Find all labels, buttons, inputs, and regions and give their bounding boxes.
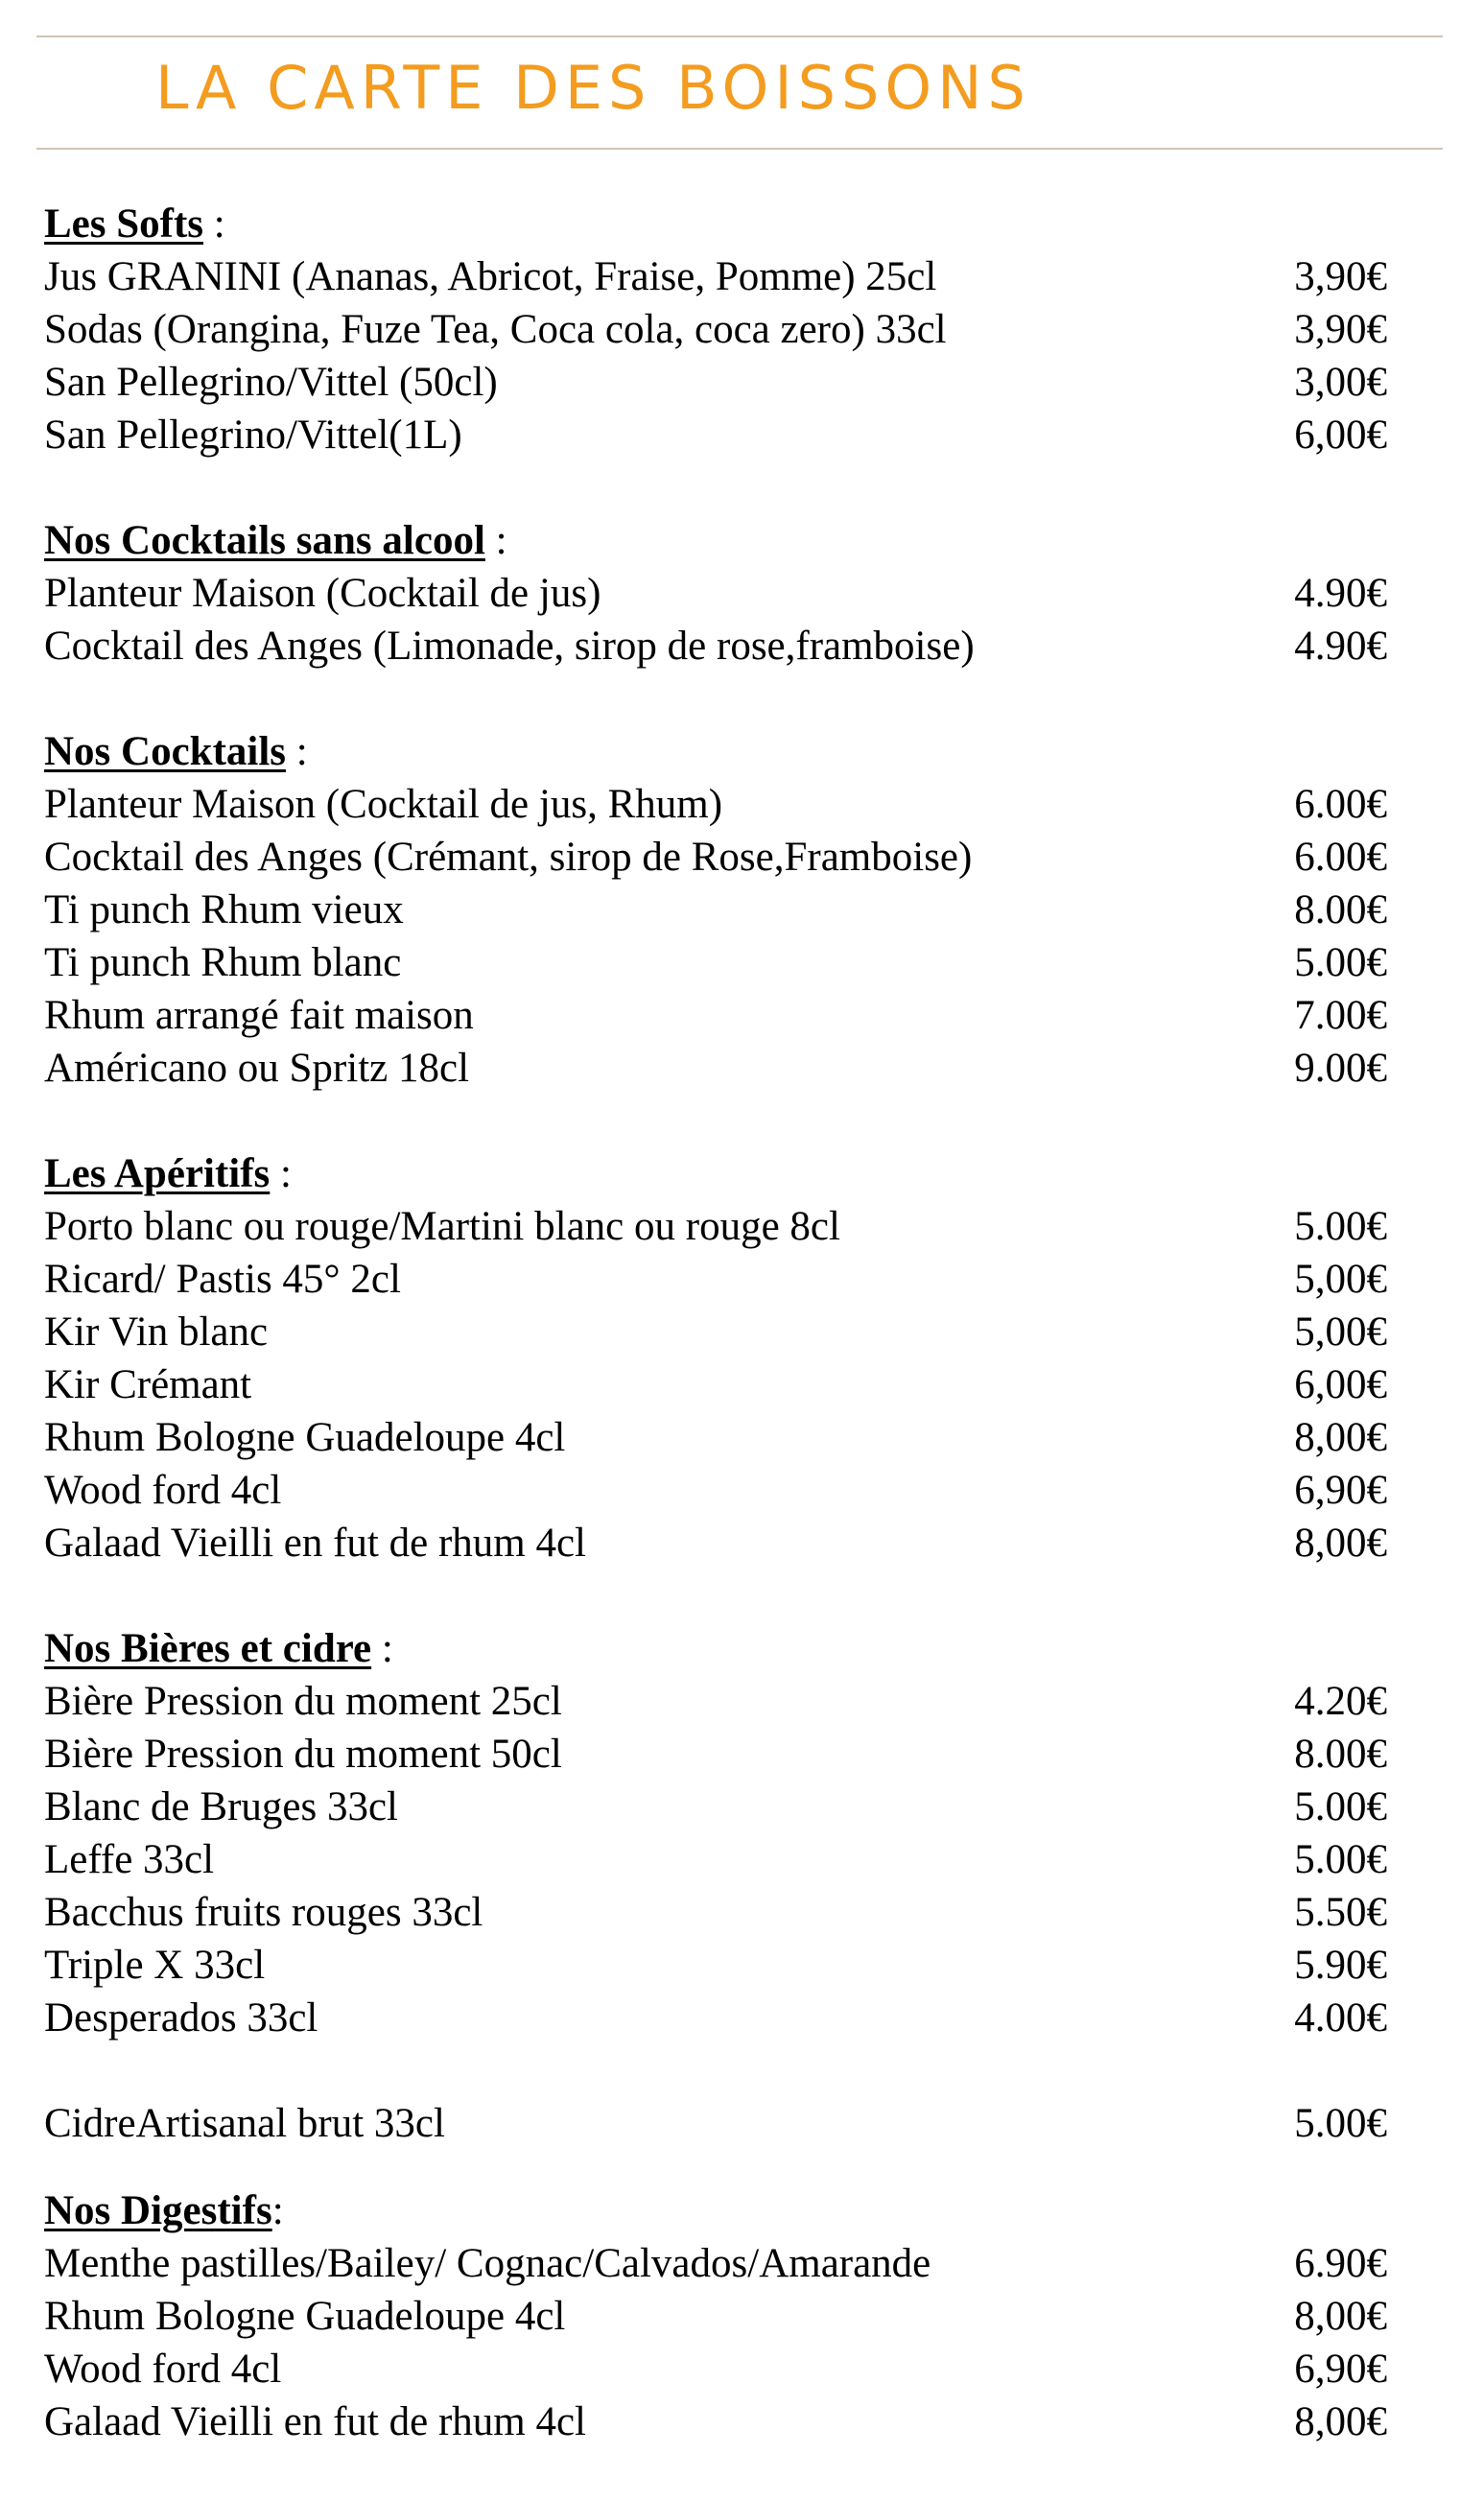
section-heading bbox=[44, 725, 1387, 778]
section-heading-text: Les Apéritifs bbox=[44, 1151, 271, 1196]
item-name: Cocktail des Anges (Limonade, sirop de rose,framboise) bbox=[44, 624, 975, 669]
item-price: 8,00€ bbox=[1294, 1521, 1387, 1566]
item-price: 4.00€ bbox=[1294, 1995, 1387, 2041]
menu-item bbox=[44, 303, 1387, 356]
menu-item bbox=[44, 1200, 1387, 1253]
menu-item bbox=[44, 1306, 1387, 1358]
menu-item bbox=[44, 1042, 1387, 1095]
item-name: CidreArtisanal brut 33cl bbox=[44, 2101, 445, 2146]
item-name: Rhum arrangé fait maison bbox=[44, 993, 474, 1038]
item-name: Rhum Bologne Guadeloupe 4cl bbox=[44, 1415, 566, 1460]
top-divider bbox=[36, 35, 1443, 37]
item-name: Wood ford 4cl bbox=[44, 2347, 282, 2392]
item-name: Ti punch Rhum vieux bbox=[44, 887, 404, 932]
item-price: 5.00€ bbox=[1294, 1837, 1387, 1882]
menu-item bbox=[44, 2097, 1387, 2150]
menu-item bbox=[44, 1886, 1387, 1939]
menu-section bbox=[44, 725, 1387, 1095]
item-price: 5,00€ bbox=[1294, 1309, 1387, 1355]
title-divider bbox=[36, 148, 1443, 150]
menu-item bbox=[44, 778, 1387, 831]
item-price: 7.00€ bbox=[1294, 993, 1387, 1038]
section-heading-text: Nos Cocktails bbox=[44, 729, 287, 774]
menu-section bbox=[44, 2184, 1387, 2448]
menu-section bbox=[44, 198, 1387, 461]
item-price: 5.00€ bbox=[1294, 1204, 1387, 1249]
menu-item bbox=[44, 1517, 1387, 1569]
item-name: Américano ou Spritz 18cl bbox=[44, 1046, 470, 1091]
item-name: Leffe 33cl bbox=[44, 1837, 215, 1882]
menu-item bbox=[44, 831, 1387, 884]
item-price: 8,00€ bbox=[1294, 2294, 1387, 2339]
menu-item bbox=[44, 2290, 1387, 2343]
section-heading-colon: : bbox=[484, 518, 507, 563]
section-heading bbox=[44, 514, 1387, 567]
item-name: Planteur Maison (Cocktail de jus) bbox=[44, 571, 601, 616]
section-heading bbox=[44, 198, 1387, 250]
menu-section bbox=[44, 1622, 1387, 2044]
item-price: 6,00€ bbox=[1294, 1362, 1387, 1407]
item-price: 5.00€ bbox=[1294, 1784, 1387, 1829]
menu-item bbox=[44, 2395, 1387, 2448]
section-heading-colon: : bbox=[270, 1151, 292, 1196]
item-name: Ti punch Rhum blanc bbox=[44, 940, 402, 985]
item-name: Desperados 33cl bbox=[44, 1995, 318, 2041]
menu-item bbox=[44, 620, 1387, 672]
item-price: 5.00€ bbox=[1294, 940, 1387, 985]
item-name: San Pellegrino/Vittel(1L) bbox=[44, 413, 462, 458]
menu-item bbox=[44, 409, 1387, 461]
item-name: San Pellegrino/Vittel (50cl) bbox=[44, 360, 498, 405]
item-name: Sodas (Orangina, Fuze Tea, Coca cola, coca zero) 33cl bbox=[44, 307, 947, 352]
item-price: 5.00€ bbox=[1294, 2101, 1387, 2146]
menu-item bbox=[44, 1253, 1387, 1306]
item-name: Blanc de Bruges 33cl bbox=[44, 1784, 398, 1829]
item-name: Kir Crémant bbox=[44, 1362, 252, 1407]
item-price: 8,00€ bbox=[1294, 1415, 1387, 1460]
menu-item bbox=[44, 1781, 1387, 1833]
item-price: 6,90€ bbox=[1294, 1468, 1387, 1513]
menu-item bbox=[44, 1464, 1387, 1517]
section-heading-colon: : bbox=[371, 1626, 393, 1671]
item-name: Ricard/ Pastis 45° 2cl bbox=[44, 1257, 401, 1302]
item-price: 4.90€ bbox=[1294, 571, 1387, 616]
item-price: 8.00€ bbox=[1294, 887, 1387, 932]
menu-section bbox=[44, 1147, 1387, 1569]
menu-item bbox=[44, 1992, 1387, 2044]
item-name: Bacchus fruits rouges 33cl bbox=[44, 1890, 483, 1935]
menu-item bbox=[44, 936, 1387, 989]
menu-item bbox=[44, 356, 1387, 409]
item-name: Bière Pression du moment 25cl bbox=[44, 1679, 562, 1724]
section-heading bbox=[44, 2184, 1387, 2237]
item-name: Bière Pression du moment 50cl bbox=[44, 1732, 562, 1777]
menu-item bbox=[44, 2343, 1387, 2395]
item-name: Menthe pastilles/Bailey/ Cognac/Calvados/Amarande bbox=[44, 2241, 931, 2286]
menu-section bbox=[44, 514, 1387, 672]
item-price: 6,00€ bbox=[1294, 413, 1387, 458]
menu-item bbox=[44, 250, 1387, 303]
section-heading-colon: : bbox=[203, 201, 225, 247]
item-price: 4.20€ bbox=[1294, 1679, 1387, 1724]
menu-item bbox=[44, 989, 1387, 1042]
section-heading bbox=[44, 1622, 1387, 1675]
item-name: Porto blanc ou rouge/Martini blanc ou rouge 8cl bbox=[44, 1204, 840, 1249]
item-price: 5.90€ bbox=[1294, 1943, 1387, 1988]
menu-item bbox=[44, 884, 1387, 936]
item-name: Galaad Vieilli en fut de rhum 4cl bbox=[44, 1521, 587, 1566]
item-name: Triple X 33cl bbox=[44, 1943, 266, 1988]
item-name: Planteur Maison (Cocktail de jus, Rhum) bbox=[44, 782, 723, 827]
item-price: 5.50€ bbox=[1294, 1890, 1387, 1935]
section-heading-colon: : bbox=[286, 729, 308, 774]
item-name: Kir Vin blanc bbox=[44, 1309, 269, 1355]
menu-item bbox=[44, 1358, 1387, 1411]
item-name: Rhum Bologne Guadeloupe 4cl bbox=[44, 2294, 566, 2339]
item-price: 9.00€ bbox=[1294, 1046, 1387, 1091]
item-price: 6.00€ bbox=[1294, 835, 1387, 880]
section-heading-text: Nos Bières et cidre bbox=[44, 1626, 372, 1671]
section-heading-colon: : bbox=[271, 2188, 284, 2233]
section-heading-text: Nos Cocktails sans alcool bbox=[44, 518, 485, 563]
item-price: 6.90€ bbox=[1294, 2241, 1387, 2286]
item-price: 4.90€ bbox=[1294, 624, 1387, 669]
menu-item bbox=[44, 567, 1387, 620]
item-price: 3,00€ bbox=[1294, 360, 1387, 405]
item-name: Jus GRANINI (Ananas, Abricot, Fraise, Pomme) 25cl bbox=[44, 254, 937, 299]
item-name: Galaad Vieilli en fut de rhum 4cl bbox=[44, 2399, 587, 2444]
menu-item bbox=[44, 1675, 1387, 1728]
item-price: 5,00€ bbox=[1294, 1257, 1387, 1302]
menu-item bbox=[44, 1411, 1387, 1464]
item-price: 3,90€ bbox=[1294, 307, 1387, 352]
section-heading bbox=[44, 1147, 1387, 1200]
page-title: LA CARTE DES BOISSONS bbox=[155, 53, 1031, 123]
menu-list bbox=[44, 198, 1387, 2501]
menu-section bbox=[44, 2097, 1387, 2150]
item-price: 8.00€ bbox=[1294, 1732, 1387, 1777]
menu-item bbox=[44, 2237, 1387, 2290]
menu-item bbox=[44, 1939, 1387, 1992]
item-price: 6.00€ bbox=[1294, 782, 1387, 827]
item-price: 6,90€ bbox=[1294, 2347, 1387, 2392]
section-heading-text: Nos Digestifs bbox=[44, 2188, 272, 2233]
item-name: Wood ford 4cl bbox=[44, 1468, 282, 1513]
menu-item bbox=[44, 1728, 1387, 1781]
section-heading-text: Les Softs bbox=[44, 201, 204, 247]
menu-item bbox=[44, 1833, 1387, 1886]
item-name: Cocktail des Anges (Crémant, sirop de Rose,Framboise) bbox=[44, 835, 973, 880]
item-price: 8,00€ bbox=[1294, 2399, 1387, 2444]
item-price: 3,90€ bbox=[1294, 254, 1387, 299]
